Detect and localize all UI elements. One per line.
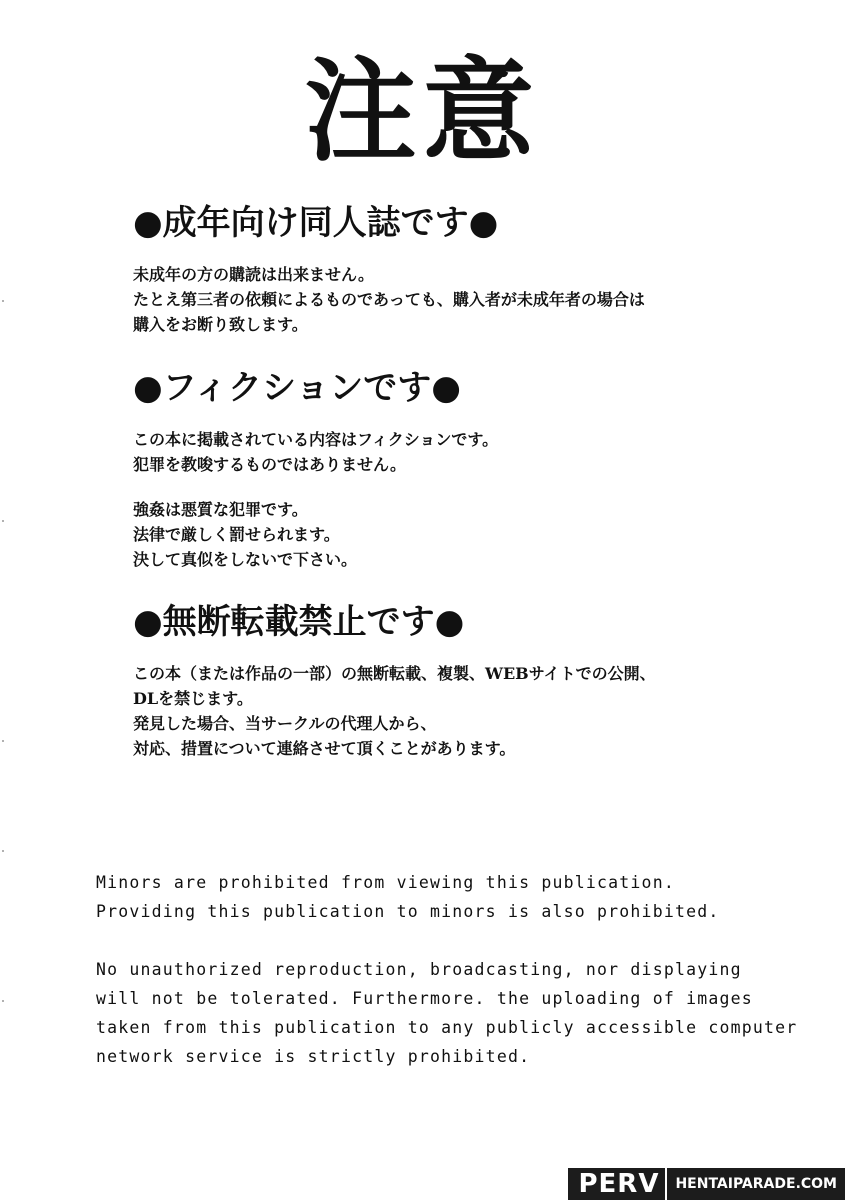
body-line: DLを禁じます。 [133,689,253,708]
body-line: たとえ第三者の依頼によるものであっても、購入者が未成年者の場合は [133,290,645,309]
body-line: この本（または作品の一部）の無断転載、複製、WEBサイトでの公開、 [133,664,656,683]
english-notice-reproduction [96,955,797,1071]
section-body-fiction [133,427,498,477]
watermark-left-text: PERV [568,1168,665,1200]
english-line: taken from this publication to any publicly accessible computer [96,1018,798,1037]
scan-speck [2,520,4,522]
body-line: 強姦は悪質な犯罪です。 [133,500,308,519]
section-body-adult [133,262,645,337]
english-line: network service is strictly prohibited. [96,1047,531,1066]
watermark-banner [568,1168,845,1200]
section-heading-no-reprint: ●無断転載禁止です● [133,602,465,642]
page-title: 注意 [304,46,541,177]
body-line: 購入をお断り致します。 [133,315,308,334]
english-notice-minors [96,868,720,926]
section-heading-fiction: ●フィクションです● [133,368,461,408]
scan-speck [2,850,4,852]
scan-speck [2,300,4,302]
section-heading-adult: ●成年向け同人誌です● [133,203,499,243]
english-line: No unauthorized reproduction, broadcasting, nor displaying [96,960,742,979]
english-line: Minors are prohibited from viewing this publication. [96,873,675,892]
body-line: 決して真似をしないで下さい。 [133,550,358,569]
body-line: 発見した場合、当サークルの代理人から、 [133,714,437,733]
body-line: 犯罪を教唆するものではありません。 [133,455,406,474]
body-line: 対応、措置について連絡させて頂くことがあります。 [133,739,516,758]
body-line: 法律で厳しく罰せられます。 [133,525,340,544]
section-body-fiction-warning [133,497,357,572]
watermark-site-text: HENTAIPARADE.COM [665,1168,845,1200]
body-line: この本に掲載されている内容はフィクションです。 [133,430,499,449]
english-line: will not be tolerated. Furthermore. the uploading of images [96,989,753,1008]
scan-speck [2,1000,4,1002]
english-line: Providing this publication to minors is also prohibited. [96,902,720,921]
body-line: 未成年の方の購読は出来ません。 [133,265,374,284]
section-body-no-reprint [133,661,656,761]
scan-speck [2,740,4,742]
